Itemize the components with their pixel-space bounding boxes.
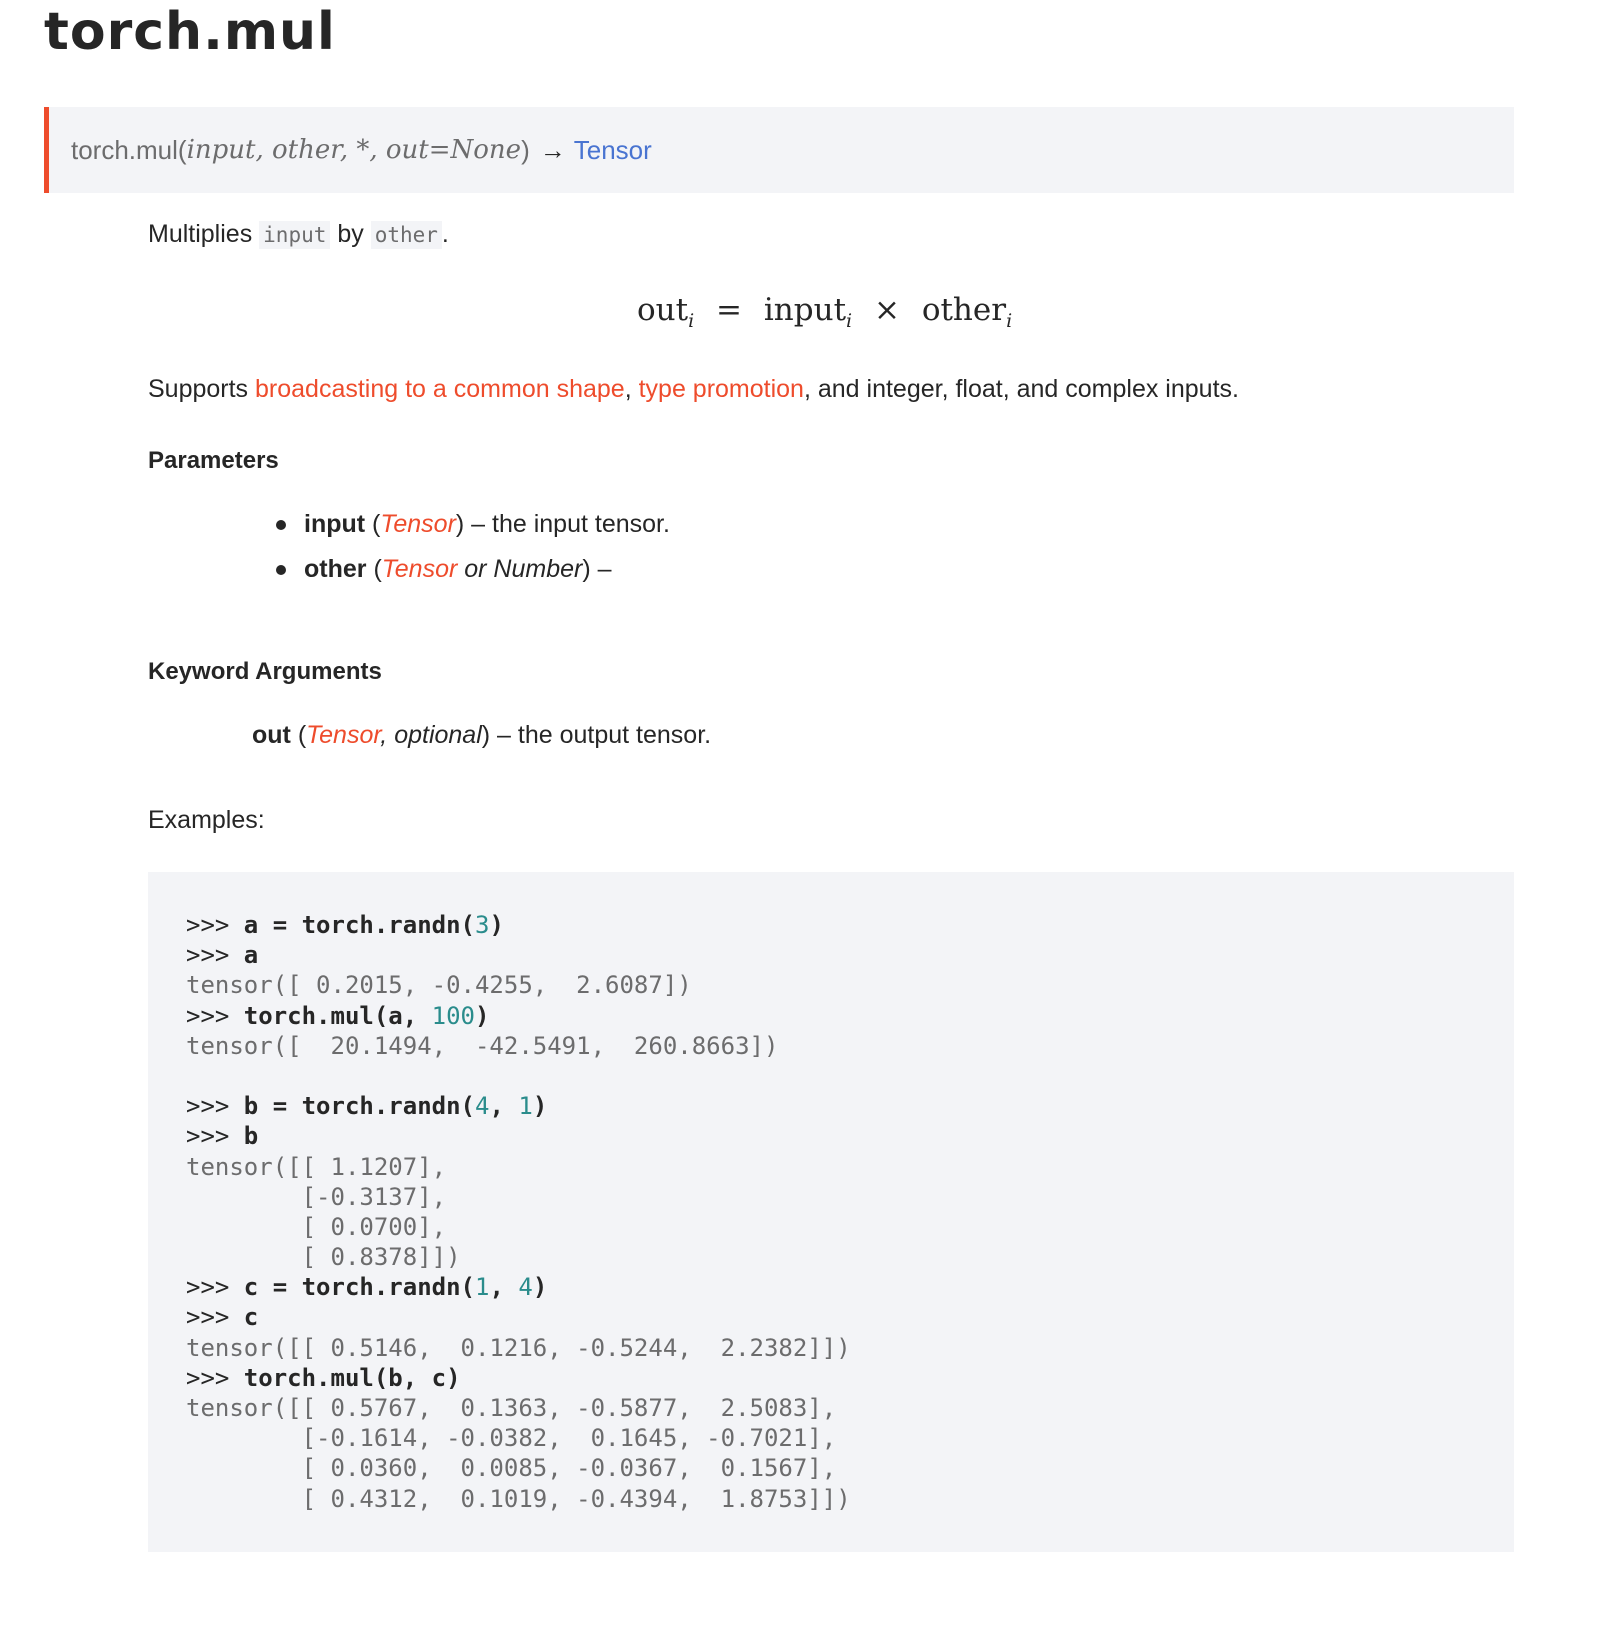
examples-label: Examples: xyxy=(148,806,265,834)
supports-sep: , xyxy=(624,375,632,403)
code-token: torch.mul(a, xyxy=(229,1001,432,1030)
function-signature xyxy=(44,107,1514,193)
code-token: ) xyxy=(475,1001,490,1030)
code-token: a xyxy=(229,941,259,970)
code-prompt: >>> xyxy=(186,1303,230,1332)
parameters-list xyxy=(276,510,670,600)
bullet-icon xyxy=(276,520,286,530)
type-promotion-link[interactable]: type promotion xyxy=(638,375,804,403)
formula-times: × xyxy=(873,292,900,328)
code-prompt: >>> xyxy=(186,1273,230,1302)
code-output: [ 0.4312, 0.1019, -0.4394, 1.8753]]) xyxy=(186,1484,851,1513)
code-input-line xyxy=(186,910,851,940)
code-prompt: >>> xyxy=(186,1122,230,1151)
code-output-line xyxy=(186,970,851,1000)
code-number: 1 xyxy=(518,1092,533,1121)
code-output: tensor([[ 0.5146, 0.1216, -0.5244, 2.2382]]) xyxy=(186,1333,851,1362)
code-output-line xyxy=(186,1152,851,1182)
math-formula xyxy=(637,292,1012,332)
code-input-line xyxy=(186,1272,851,1302)
code-token: b = torch.randn( xyxy=(229,1092,475,1121)
code-number: 1 xyxy=(475,1273,490,1302)
supports-text xyxy=(148,375,1239,404)
code-example-block[interactable] xyxy=(148,872,1514,1552)
return-type-link[interactable]: Tensor xyxy=(573,134,652,165)
code-prompt: >>> xyxy=(186,911,230,939)
tensor-type-link[interactable]: Tensor xyxy=(306,721,381,749)
code-output-line xyxy=(186,1333,851,1363)
formula-equals: = xyxy=(716,292,743,328)
code-token: ) xyxy=(489,911,504,939)
supports-prefix: Supports xyxy=(148,375,249,403)
code-output: tensor([[ 1.1207], xyxy=(186,1152,447,1181)
code-input-line xyxy=(186,1302,851,1332)
code-output: tensor([ 0.2015, -0.4255, 2.6087]) xyxy=(186,971,692,1000)
kwarg-desc: – the output tensor. xyxy=(497,721,712,749)
code-output-line xyxy=(186,1423,851,1453)
code-output-line xyxy=(186,1453,851,1483)
keyword-arguments-heading: Keyword Arguments xyxy=(148,658,382,685)
tensor-type-link[interactable]: Tensor xyxy=(381,555,458,583)
code-token: torch.mul(b, c) xyxy=(229,1363,461,1392)
code-output: [-0.1614, -0.0382, 0.1645, -0.7021], xyxy=(186,1424,837,1453)
code-prompt: >>> xyxy=(186,1092,230,1121)
description xyxy=(148,220,449,249)
code-prompt: >>> xyxy=(186,1001,230,1030)
description-suffix: . xyxy=(441,220,449,248)
description-middle: by xyxy=(337,220,364,248)
code-number: 4 xyxy=(475,1092,490,1121)
formula-b: other xyxy=(921,292,1007,328)
bullet-icon xyxy=(276,565,286,575)
code-token: c xyxy=(229,1303,259,1332)
code-output-line xyxy=(186,1484,851,1514)
formula-sub-3: i xyxy=(1006,310,1013,333)
code-input-line xyxy=(186,1001,851,1031)
kwarg-close: ) xyxy=(481,721,491,749)
kwarg-open: ( xyxy=(297,721,307,749)
code-output-line xyxy=(186,1182,851,1212)
supports-suffix: , and integer, float, and complex inputs. xyxy=(803,375,1239,403)
code-input-line xyxy=(186,1121,851,1151)
page-title: torch.mul xyxy=(44,2,336,62)
code-prompt: >>> xyxy=(186,941,230,970)
code-token: c = torch.randn( xyxy=(229,1273,475,1302)
code-output: [ 0.8378]]) xyxy=(186,1243,461,1272)
param-open: ( xyxy=(373,555,382,583)
code-output: [ 0.0360, 0.0085, -0.0367, 0.1567], xyxy=(186,1454,837,1483)
code-token: ) xyxy=(532,1273,548,1302)
code-output: tensor([ 20.1494, -42.5491, 260.8663]) xyxy=(186,1031,779,1060)
param-open: ( xyxy=(372,510,381,538)
description-prefix: Multiplies xyxy=(148,220,253,248)
inline-code-input: input xyxy=(259,221,330,249)
formula-a: input xyxy=(763,292,847,328)
signature-params: input, other, *, out=None xyxy=(186,135,522,165)
code-number: 3 xyxy=(475,911,490,939)
formula-sub-1: i xyxy=(688,310,695,333)
kwarg-name: out xyxy=(252,721,291,749)
code-token: b xyxy=(229,1122,259,1151)
tensor-type-link[interactable]: Tensor xyxy=(380,510,456,538)
code-output-line xyxy=(186,1212,851,1242)
kwarg-type-extra: , optional xyxy=(380,721,482,749)
code-input-line xyxy=(186,1091,851,1121)
param-name: input xyxy=(304,510,366,538)
param-close: ) xyxy=(455,510,465,538)
param-name: other xyxy=(304,555,367,583)
code-output: [ 0.0700], xyxy=(186,1212,447,1241)
signature-close-paren: ) xyxy=(521,134,530,165)
code-output: tensor([[ 0.5767, 0.1363, -0.5877, 2.5083], xyxy=(186,1394,837,1422)
code-output-line xyxy=(186,1031,851,1061)
param-close: ) xyxy=(582,555,591,583)
signature-name: torch.mul xyxy=(71,134,178,165)
code-token: ) xyxy=(532,1092,548,1121)
formula-lhs: out xyxy=(637,292,689,328)
return-arrow: → xyxy=(539,134,566,165)
formula-sub-2: i xyxy=(846,310,853,333)
inline-code-other: other xyxy=(371,221,442,249)
code-token: a = torch.randn( xyxy=(229,911,475,939)
param-desc: – the input tensor. xyxy=(471,510,670,538)
signature-open-paren: ( xyxy=(177,134,187,165)
param-other xyxy=(276,555,670,584)
code-number: 4 xyxy=(518,1273,533,1302)
code-lines xyxy=(186,910,851,1514)
code-output: [-0.3137], xyxy=(186,1182,447,1211)
keyword-arg-out xyxy=(252,721,711,750)
code-input-line xyxy=(186,940,851,970)
broadcasting-link[interactable]: broadcasting to a common shape xyxy=(255,375,625,403)
code-input-line xyxy=(186,1363,851,1393)
code-token: , xyxy=(489,1092,519,1121)
code-output-line xyxy=(186,1393,851,1423)
param-input xyxy=(276,510,670,539)
param-desc: – xyxy=(597,555,612,583)
code-output-line xyxy=(186,1242,851,1272)
parameters-heading: Parameters xyxy=(148,447,279,474)
code-number: 100 xyxy=(431,1001,476,1030)
code-prompt: >>> xyxy=(186,1363,230,1392)
param-type-extra: or Number xyxy=(464,555,583,583)
code-token: , xyxy=(489,1273,519,1302)
code-blank-line xyxy=(186,1061,851,1091)
